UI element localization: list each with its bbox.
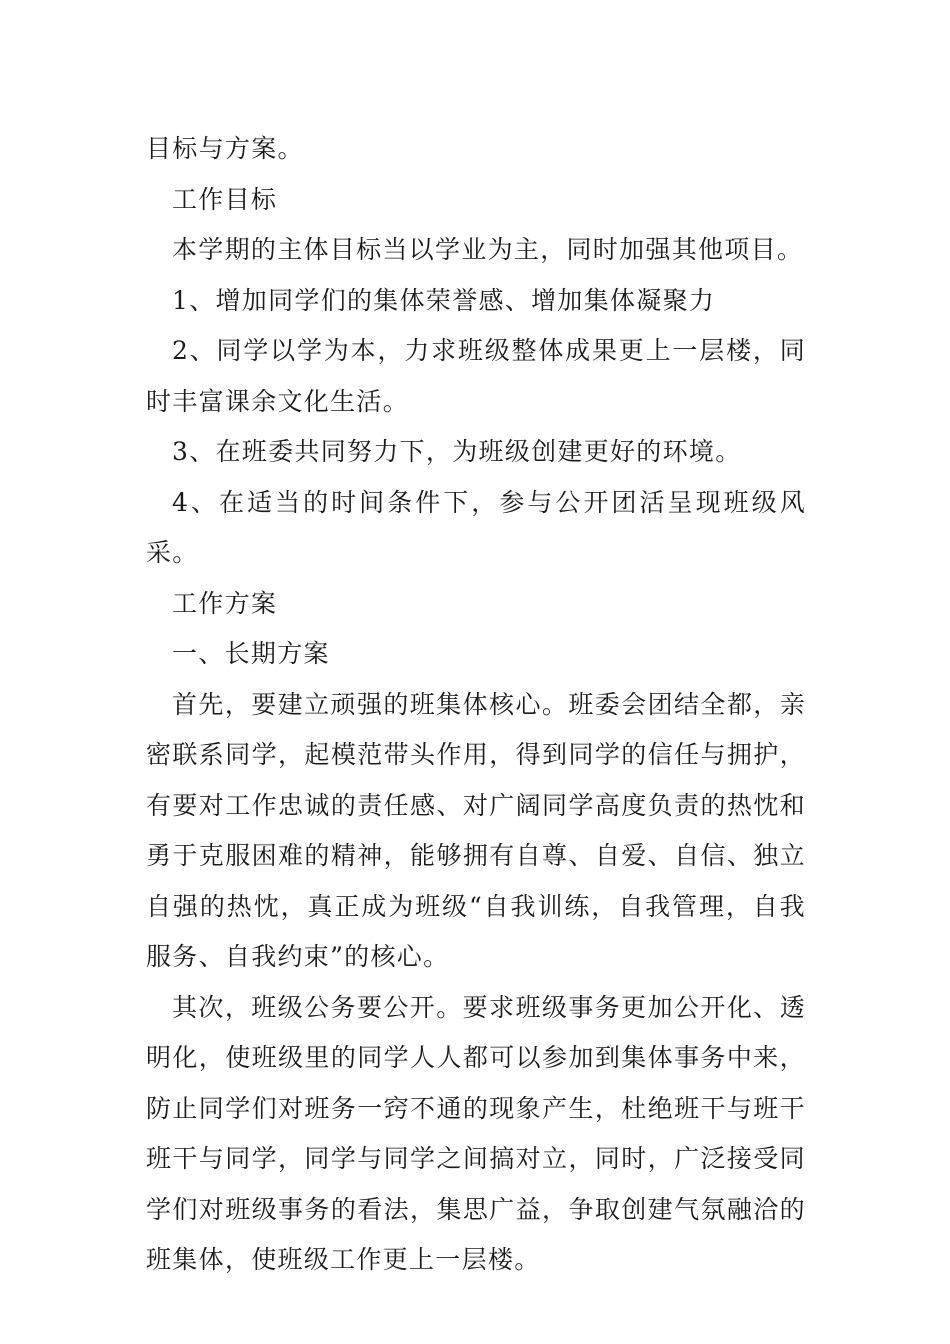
list-item-1: 1、增加同学们的集体荣誉感、增加集体凝聚力 [172,285,716,315]
heading-long-term-plan: 一、长期方案 [172,639,330,668]
paragraph-1: 目标与方案。 [146,134,304,163]
list-item-3: 3、在班委共同努力下，为班级创建更好的环境。 [172,437,742,466]
list-item-4: 4、在适当的时间条件下，参与公开团活呈现班级风采。 [146,487,806,567]
paragraph-second: 其次，班级公务要公开。要求班级事务更加公开化、透明化，使班级里的同学人人都可以参加到集体事务中来，防止同学们对班务一窍不通的现象产生，杜绝班干与班干班干与同学，同学与同学之间搞对立，同时，广泛接受同学们对班级事务的看法，集思广益，争取创建气氛融洽的班集体，使班级工作更上一层楼。 [146,992,806,1274]
paragraph-semester-goal: 本学期的主体目标当以学业为主，同时加强其他项目。 [172,235,804,264]
paragraph-first: 首先，要建立顽强的班集体核心。班委会团结全都，亲密联系同学，起模范带头作用，得到同学的信任与拥护，有要对工作忠诚的责任感、对广阔同学高度负责的热忱和勇于克服困难的精神，能够拥有自尊、自爱、自信、独立自强的热忱，真正成为班级“自我训练，自我管理，自我服务、自我约束”的核心。 [146,689,806,971]
heading-work-plan: 工作方案 [172,588,278,618]
list-item-2: 2、同学以学为本，力求班级整体成果更上一层楼，同时丰富课余文化生活。 [146,336,806,416]
document-page [146,124,806,1286]
heading-work-goals: 工作目标 [172,184,278,214]
